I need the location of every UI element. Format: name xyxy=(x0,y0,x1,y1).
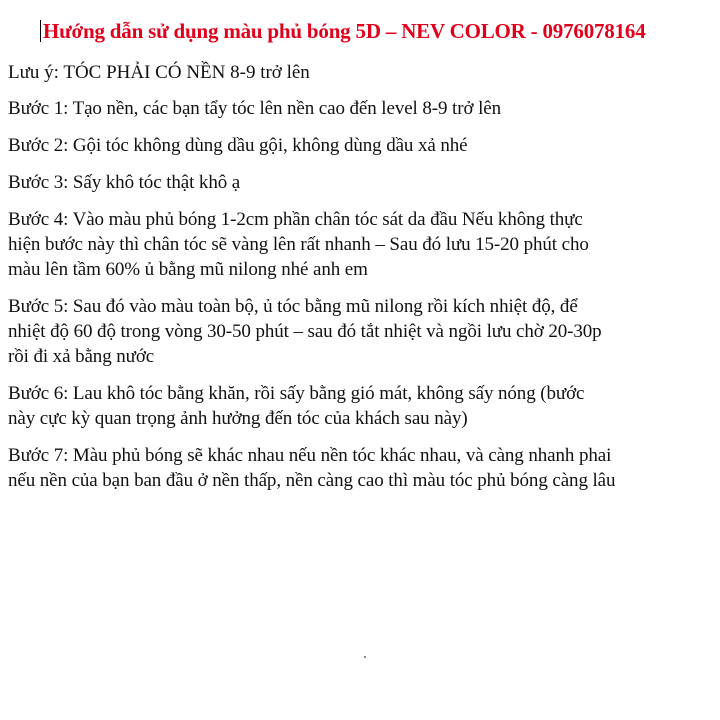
step-3: Bước 3: Sấy khô tóc thật khô ạ xyxy=(8,172,241,193)
document-title xyxy=(40,18,700,44)
text-cursor xyxy=(40,20,41,42)
step-6: Bước 6: Lau khô tóc bằng khăn, rồi sấy bằng gió mát, không sấy nóng (bước này cực kỳ quan trọng ảnh hưởng đến tóc của khách sau này) xyxy=(8,383,585,429)
step-2: Bước 2: Gội tóc không dùng dầu gội, không dùng dầu xả nhé xyxy=(8,135,468,156)
step-4: Bước 4: Vào màu phủ bóng 1-2cm phần chân tóc sát da đầu Nếu không thực hiện bước này thì chân tóc sẽ vàng lên rất nhanh – Sau đó lưu 15-20 phút cho màu lên tầm 60% ủ bằng mũ nilong nhé anh em xyxy=(8,209,589,280)
step-7: Bước 7: Màu phủ bóng sẽ khác nhau nếu nền tóc khác nhau, và càng nhanh phai nếu nền của bạn ban đầu ở nền thấp, nền càng cao thì màu tóc phủ bóng càng lâu xyxy=(8,445,616,491)
note-line: Lưu ý: TÓC PHẢI CÓ NỀN 8-9 trở lên xyxy=(8,62,310,83)
steps-list xyxy=(8,96,720,505)
document-title-text: Hướng dẫn sử dụng màu phủ bóng 5D – NEV COLOR - 0976078164 xyxy=(43,19,646,43)
step-5: Bước 5: Sau đó vào màu toàn bộ, ủ tóc bằng mũ nilong rồi kích nhiệt độ, để nhiệt độ 60 độ trong vòng 30-50 phút – sau đó tắt nhiệt và ngồi lưu chờ 20-30p rồi đi xả bằng nước xyxy=(8,296,602,367)
step-1: Bước 1: Tạo nền, các bạn tẩy tóc lên nền cao đến level 8-9 trở lên xyxy=(8,98,501,119)
stray-dot xyxy=(364,656,366,658)
